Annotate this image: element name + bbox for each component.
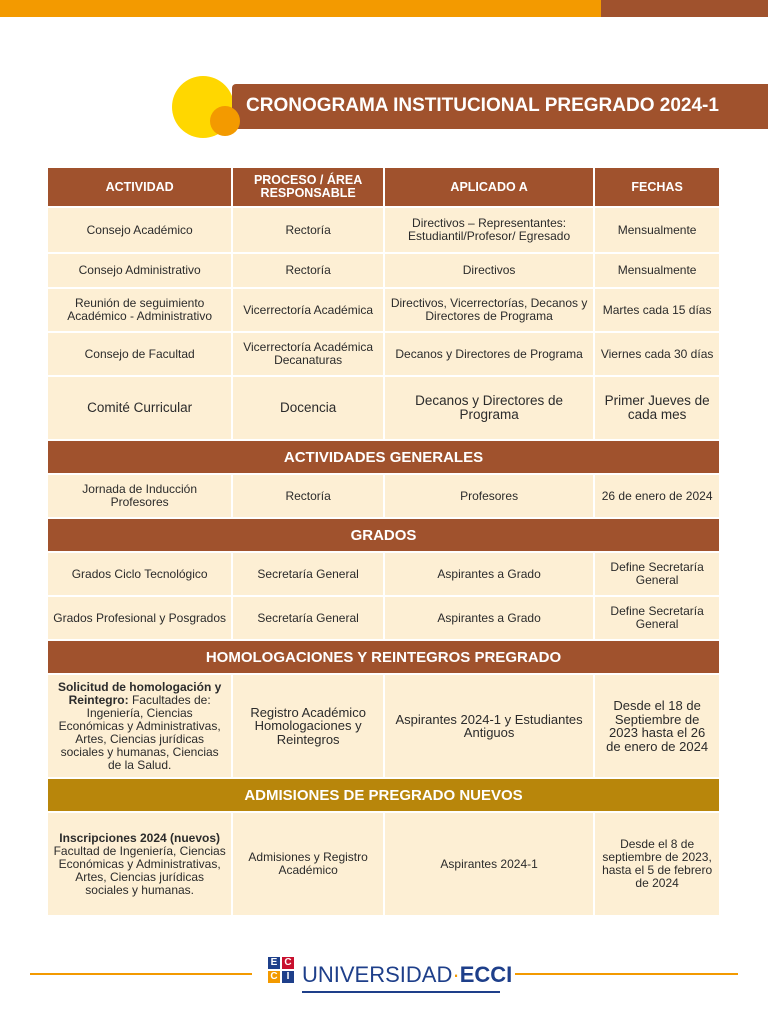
- cell-applied: Directivos, Vicerrectorías, Decanos y Directores de Programa: [385, 289, 593, 331]
- section-title: ADMISIONES DE PREGRADO NUEVOS: [48, 779, 719, 811]
- logo-square: C: [282, 957, 294, 969]
- cell-process: Rectoría: [233, 208, 383, 252]
- decorative-circle-orange: [210, 106, 240, 136]
- cell-process: Vicerrectoría Académica Decanaturas: [233, 333, 383, 375]
- cell-activity: Grados Ciclo Tecnológico: [48, 553, 231, 595]
- cell-dates: Define Secretaría General: [595, 553, 719, 595]
- section-title: HOMOLOGACIONES Y REINTEGROS PREGRADO: [48, 641, 719, 673]
- table-row: [48, 333, 719, 375]
- top-accent-bar-orange: [0, 0, 601, 17]
- table-row: [48, 208, 719, 252]
- schedule-table: [46, 166, 721, 917]
- top-accent-bar-brown: [601, 0, 768, 17]
- cell-activity: [48, 813, 231, 915]
- header-aplicado: APLICADO A: [385, 168, 593, 206]
- table-row: [48, 377, 719, 439]
- cell-applied: Profesores: [385, 475, 593, 517]
- cell-dates: Mensualmente: [595, 254, 719, 287]
- activity-bold-label: Solicitud de homologación y Reintegro:: [57, 679, 222, 707]
- cell-activity: Grados Profesional y Posgrados: [48, 597, 231, 639]
- logo-square: I: [282, 971, 294, 983]
- cell-dates: Martes cada 15 días: [595, 289, 719, 331]
- cell-dates: Viernes cada 30 días: [595, 333, 719, 375]
- section-header-grados: [48, 519, 719, 551]
- cell-process: Secretaría General: [233, 597, 383, 639]
- cell-process: Secretaría General: [233, 553, 383, 595]
- cell-activity: Consejo de Facultad: [48, 333, 231, 375]
- cell-applied: Aspirantes 2024-1 y Estudiantes Antiguos: [385, 675, 593, 777]
- table-row: [48, 254, 719, 287]
- section-title: ACTIVIDADES GENERALES: [48, 441, 719, 473]
- cell-process: Vicerrectoría Académica: [233, 289, 383, 331]
- header-proceso: PROCESO / ÁREA RESPONSABLE: [233, 168, 383, 206]
- logo-brand: ECCI: [459, 962, 513, 987]
- logo-separator: ·: [452, 962, 460, 987]
- cell-dates: 26 de enero de 2024: [595, 475, 719, 517]
- table-row: [48, 813, 719, 915]
- logo-square: E: [268, 957, 280, 969]
- cell-dates: Primer Jueves de cada mes: [595, 377, 719, 439]
- logo-square: C: [268, 971, 280, 983]
- section-header-homologaciones: [48, 641, 719, 673]
- activity-detail: Facultades de: Ingeniería, Ciencias Económicas y Administrativas, Artes, Ciencias jurídicas sociales y humanas, Ciencias de la Salud.: [58, 692, 221, 772]
- cell-activity: Jornada de Inducción Profesores: [48, 475, 231, 517]
- cell-activity: Consejo Administrativo: [48, 254, 231, 287]
- cell-applied: Directivos – Representantes: Estudiantil/Profesor/ Egresado: [385, 208, 593, 252]
- footer-divider-left: [30, 973, 252, 975]
- cell-process: Registro Académico Homologaciones y Reintegros: [233, 675, 383, 777]
- cell-process: Rectoría: [233, 254, 383, 287]
- university-logo-icon: [268, 957, 296, 995]
- cell-activity: Reunión de seguimiento Académico - Administrativo: [48, 289, 231, 331]
- footer-divider-right: [515, 973, 738, 975]
- cell-dates: Mensualmente: [595, 208, 719, 252]
- header-actividad: ACTIVIDAD: [48, 168, 231, 206]
- page-title: CRONOGRAMA INSTITUCIONAL PREGRADO 2024-1: [246, 95, 719, 116]
- table-row: [48, 289, 719, 331]
- cell-process: Admisiones y Registro Académico: [233, 813, 383, 915]
- table-row: [48, 597, 719, 639]
- section-header-generales: [48, 441, 719, 473]
- section-title: GRADOS: [48, 519, 719, 551]
- cell-dates: Desde el 18 de Septiembre de 2023 hasta el 26 de enero de 2024: [595, 675, 719, 777]
- cell-activity: [48, 675, 231, 777]
- cell-activity: Comité Curricular: [48, 377, 231, 439]
- cell-applied: Decanos y Directores de Programa: [385, 377, 593, 439]
- table-header-row: [48, 168, 719, 206]
- cell-applied: Directivos: [385, 254, 593, 287]
- table-row: [48, 553, 719, 595]
- cell-process: Rectoría: [233, 475, 383, 517]
- table-row: [48, 675, 719, 777]
- cell-applied: Aspirantes 2024-1: [385, 813, 593, 915]
- cell-process: Docencia: [233, 377, 383, 439]
- activity-detail: Facultad de Ingeniería, Ciencias Económicas y Administrativas, Artes, Ciencias jurídicas sociales y humanas.: [53, 843, 226, 897]
- table-row: [48, 475, 719, 517]
- cell-dates: Define Secretaría General: [595, 597, 719, 639]
- cell-applied: Aspirantes a Grado: [385, 553, 593, 595]
- section-header-admisiones: [48, 779, 719, 811]
- logo-word: UNIVERSIDAD: [302, 962, 453, 987]
- header-fechas: FECHAS: [595, 168, 719, 206]
- cell-applied: Aspirantes a Grado: [385, 597, 593, 639]
- cell-applied: Decanos y Directores de Programa: [385, 333, 593, 375]
- logo-underline: [302, 991, 500, 993]
- activity-bold-label: Inscripciones 2024 (nuevos): [59, 830, 221, 845]
- university-logo-text: [302, 962, 512, 988]
- cell-activity: Consejo Académico: [48, 208, 231, 252]
- cell-dates: Desde el 8 de septiembre de 2023, hasta el 5 de febrero de 2024: [595, 813, 719, 915]
